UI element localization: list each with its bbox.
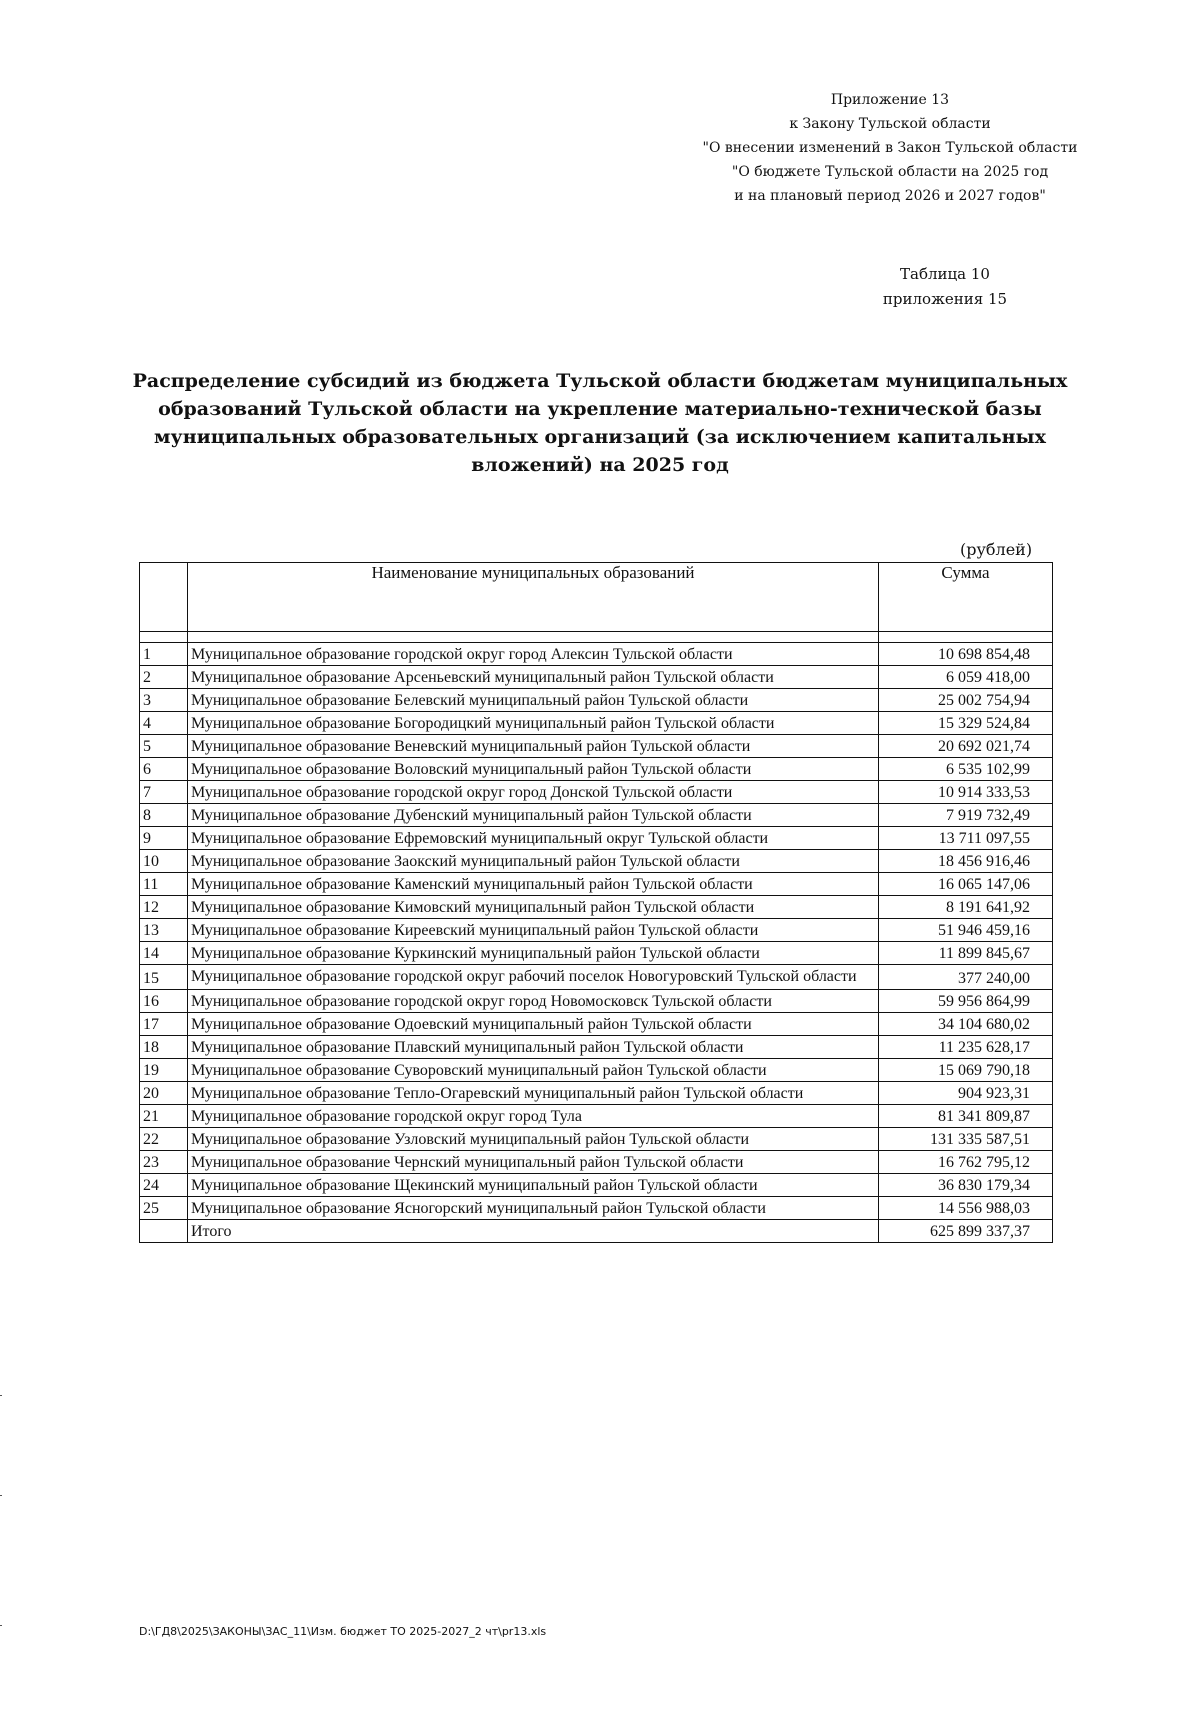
- municipality-name: Муниципальное образование Кимовский муниципальный район Тульской области: [188, 896, 879, 919]
- column-header-number: [140, 563, 188, 632]
- spacer-cell: [879, 632, 1053, 643]
- municipality-name: Муниципальное образование Куркинский муниципальный район Тульской области: [188, 942, 879, 965]
- margin-mark: [0, 1395, 2, 1396]
- table-row: [140, 1036, 1053, 1059]
- subsidy-amount: 14 556 988,03: [879, 1197, 1053, 1220]
- subsidy-amount: 10 914 333,53: [879, 781, 1053, 804]
- municipality-name: Муниципальное образование Тепло-Огаревский муниципальный район Тульской области: [188, 1082, 879, 1105]
- table-row: [140, 1197, 1053, 1220]
- subsidy-amount: 7 919 732,49: [879, 804, 1053, 827]
- table-row: [140, 827, 1053, 850]
- subsidy-amount: 11 899 845,67: [879, 942, 1053, 965]
- municipality-name: Муниципальное образование Ясногорский муниципальный район Тульской области: [188, 1197, 879, 1220]
- row-number: 11: [140, 873, 188, 896]
- total-row: [140, 1220, 1053, 1243]
- row-number: 5: [140, 735, 188, 758]
- subsidy-amount: 11 235 628,17: [879, 1036, 1053, 1059]
- municipality-name: Муниципальное образование Узловский муниципальный район Тульской области: [188, 1128, 879, 1151]
- municipality-name: Муниципальное образование Богородицкий муниципальный район Тульской области: [188, 712, 879, 735]
- municipality-name: Муниципальное образование Белевский муниципальный район Тульской области: [188, 689, 879, 712]
- appendix-header-line: "О внесении изменений в Закон Тульской области: [702, 140, 1078, 156]
- row-number: 12: [140, 896, 188, 919]
- row-number: 14: [140, 942, 188, 965]
- municipality-name: Муниципальное образование Суворовский муниципальный район Тульской области: [188, 1059, 879, 1082]
- municipality-name: Муниципальное образование городской округ рабочий поселок Новогуровский Тульской области: [188, 965, 879, 990]
- spacer-cell: [140, 632, 188, 643]
- row-number: 17: [140, 1013, 188, 1036]
- appendix-header-line: и на плановый период 2026 и 2027 годов": [734, 188, 1046, 204]
- table-row: [140, 850, 1053, 873]
- table-row: [140, 666, 1053, 689]
- subsidy-amount: 25 002 754,94: [879, 689, 1053, 712]
- table-row: [140, 781, 1053, 804]
- row-number: 7: [140, 781, 188, 804]
- subsidy-amount: 16 065 147,06: [879, 873, 1053, 896]
- row-number: 25: [140, 1197, 188, 1220]
- subsidy-amount: 10 698 854,48: [879, 643, 1053, 666]
- municipality-name: Муниципальное образование городской округ город Тула: [188, 1105, 879, 1128]
- subsidy-amount: 15 069 790,18: [879, 1059, 1053, 1082]
- municipality-name: Муниципальное образование Ефремовский муниципальный округ Тульской области: [188, 827, 879, 850]
- table-row: [140, 643, 1053, 666]
- table-row: [140, 1128, 1053, 1151]
- table-reference-appendix: приложения 15: [882, 290, 1008, 308]
- row-number: 8: [140, 804, 188, 827]
- subsidy-amount: 16 762 795,12: [879, 1151, 1053, 1174]
- municipality-name: Муниципальное образование городской округ город Новомосковск Тульской области: [188, 990, 879, 1013]
- subsidy-amount: 18 456 916,46: [879, 850, 1053, 873]
- municipality-name: Муниципальное образование Воловский муниципальный район Тульской области: [188, 758, 879, 781]
- table-row: [140, 990, 1053, 1013]
- subsidy-amount: 36 830 179,34: [879, 1174, 1053, 1197]
- table-row: [140, 1151, 1053, 1174]
- municipality-name: Муниципальное образование Чернский муниципальный район Тульской области: [188, 1151, 879, 1174]
- table-row: [140, 873, 1053, 896]
- table-row: [140, 712, 1053, 735]
- subsidy-amount: 20 692 021,74: [879, 735, 1053, 758]
- table-row: [140, 1105, 1053, 1128]
- row-number: 19: [140, 1059, 188, 1082]
- subsidy-amount: 81 341 809,87: [879, 1105, 1053, 1128]
- spacer-cell: [188, 632, 879, 643]
- row-number: 15: [140, 965, 188, 990]
- appendix-header-line: "О бюджете Тульской области на 2025 год: [731, 164, 1049, 180]
- municipality-name: Муниципальное образование городской округ город Алексин Тульской области: [188, 643, 879, 666]
- table-row: [140, 919, 1053, 942]
- row-number: 1: [140, 643, 188, 666]
- subsidy-amount: 6 535 102,99: [879, 758, 1053, 781]
- subsidy-amount: 34 104 680,02: [879, 1013, 1053, 1036]
- municipality-name: Муниципальное образование Плавский муниципальный район Тульской области: [188, 1036, 879, 1059]
- table-body: [140, 632, 1053, 1220]
- row-number: 13: [140, 919, 188, 942]
- margin-mark: [0, 1625, 2, 1626]
- municipality-name: Муниципальное образование Заокский муниципальный район Тульской области: [188, 850, 879, 873]
- subsidy-amount: 131 335 587,51: [879, 1128, 1053, 1151]
- column-header-sum: Сумма: [879, 563, 1053, 632]
- table-reference: [880, 262, 1010, 312]
- row-number: 18: [140, 1036, 188, 1059]
- row-number: 24: [140, 1174, 188, 1197]
- table-row: [140, 1174, 1053, 1197]
- document-title: Распределение субсидий из бюджета Тульской области бюджетам муниципальных образований Тульской области на укрепление материально-технической базы муниципальных образовательных организаций (за исключением капитальных вложений) на 2025 год: [132, 370, 1068, 476]
- row-number: 16: [140, 990, 188, 1013]
- table-row: [140, 1082, 1053, 1105]
- municipality-name: Муниципальное образование Арсеньевский муниципальный район Тульской области: [188, 666, 879, 689]
- table-row: [140, 804, 1053, 827]
- subsidy-amount: 13 711 097,55: [879, 827, 1053, 850]
- municipality-name: Муниципальное образование Щекинский муниципальный район Тульской области: [188, 1174, 879, 1197]
- column-header-name: Наименование муниципальных образований: [188, 563, 879, 632]
- row-number: 23: [140, 1151, 188, 1174]
- table-row: [140, 689, 1053, 712]
- appendix-header-line: Приложение 13: [830, 92, 950, 108]
- appendix-header: [690, 88, 1090, 208]
- table-row: [140, 965, 1053, 990]
- municipality-name: Муниципальное образование Одоевский муниципальный район Тульской области: [188, 1013, 879, 1036]
- margin-mark: [0, 1495, 2, 1496]
- total-number-cell: [140, 1220, 188, 1243]
- subsidy-amount: 6 059 418,00: [879, 666, 1053, 689]
- row-number: 10: [140, 850, 188, 873]
- table-row: [140, 896, 1053, 919]
- row-number: 2: [140, 666, 188, 689]
- municipality-name: Муниципальное образование Киреевский муниципальный район Тульской области: [188, 919, 879, 942]
- row-number: 20: [140, 1082, 188, 1105]
- row-number: 22: [140, 1128, 188, 1151]
- row-number: 4: [140, 712, 188, 735]
- municipality-name: Муниципальное образование городской округ город Донской Тульской области: [188, 781, 879, 804]
- table-row: [140, 1013, 1053, 1036]
- subsidy-table: [139, 562, 1053, 1243]
- table-row: [140, 758, 1053, 781]
- file-path-footer: D:\ГД8\2025\ЗАКОНЫ\ЗАС_11\Изм. бюджет ТО 2025-2027_2 чт\pr13.xls: [139, 1625, 547, 1638]
- table-row: [140, 1059, 1053, 1082]
- table-header-row: [140, 563, 1053, 632]
- appendix-header-line: к Закону Тульской области: [789, 116, 991, 132]
- subsidy-amount: 15 329 524,84: [879, 712, 1053, 735]
- municipality-name: Муниципальное образование Каменский муниципальный район Тульской области: [188, 873, 879, 896]
- subsidy-amount: 377 240,00: [879, 965, 1053, 990]
- table-row: [140, 942, 1053, 965]
- subsidy-amount: 8 191 641,92: [879, 896, 1053, 919]
- row-number: 6: [140, 758, 188, 781]
- total-label: Итого: [188, 1220, 879, 1243]
- subsidy-amount: 51 946 459,16: [879, 919, 1053, 942]
- table-reference-number: Таблица 10: [900, 265, 990, 283]
- row-number: 9: [140, 827, 188, 850]
- total-sum: 625 899 337,37: [879, 1220, 1053, 1243]
- row-number: 3: [140, 689, 188, 712]
- subsidy-amount: 59 956 864,99: [879, 990, 1053, 1013]
- municipality-name: Муниципальное образование Веневский муниципальный район Тульской области: [188, 735, 879, 758]
- unit-label: (рублей): [960, 540, 1033, 559]
- subsidy-amount: 904 923,31: [879, 1082, 1053, 1105]
- municipality-name: Муниципальное образование Дубенский муниципальный район Тульской области: [188, 804, 879, 827]
- table-row: [140, 735, 1053, 758]
- row-number: 21: [140, 1105, 188, 1128]
- header-spacer-row: [140, 632, 1053, 643]
